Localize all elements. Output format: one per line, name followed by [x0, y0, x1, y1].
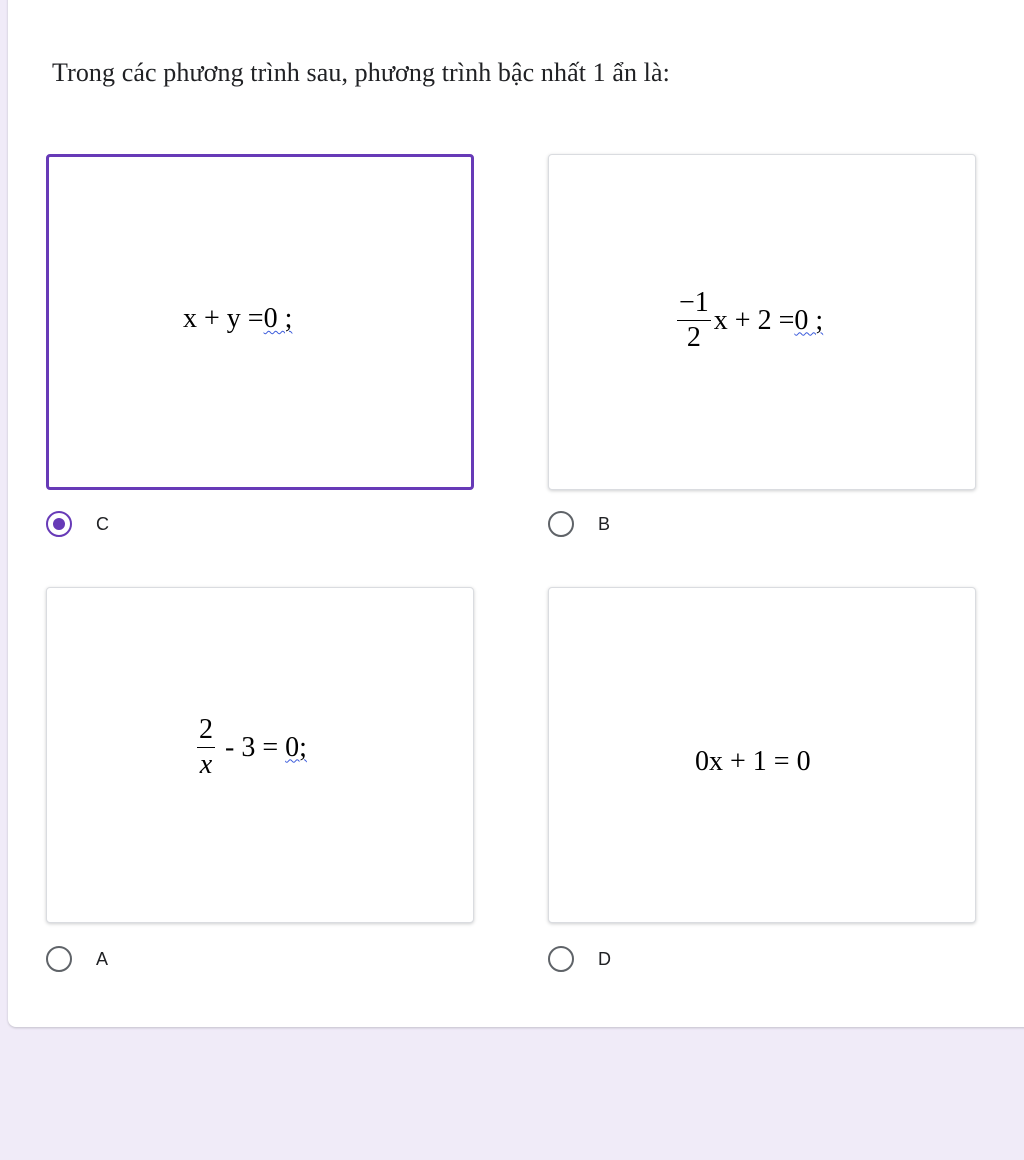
option-a-radio[interactable] [46, 946, 72, 972]
option-image-a[interactable] [46, 587, 474, 923]
option-c-equation [183, 303, 292, 335]
option-b-radio[interactable] [548, 511, 574, 537]
option-d-radio[interactable] [548, 946, 574, 972]
option-a-equation-text: - 3 = [218, 731, 286, 763]
option-a-equation-tail: 0; [285, 731, 307, 763]
option-b-equation-tail: 0 ; [794, 304, 824, 336]
option-b-equation [677, 289, 823, 352]
option-c-radio[interactable] [46, 511, 72, 537]
option-a-label: A [96, 948, 109, 969]
question-text: Trong các phương trình sau, phương trình bậc nhất 1 ẩn là: [52, 58, 670, 87]
option-a-fraction-denominator: x [199, 749, 213, 780]
option-c-radio-row[interactable] [46, 511, 109, 537]
option-a-fraction-numerator: 2 [197, 716, 215, 748]
option-b-fraction-denominator: 2 [686, 322, 701, 353]
option-c-equation-tail: 0 ; [263, 303, 293, 334]
option-b-equation-text: x + 2 = [713, 304, 795, 336]
option-d-radio-row[interactable] [548, 946, 611, 972]
option-b-fraction [677, 289, 711, 352]
option-image-d[interactable] [548, 587, 976, 923]
option-b-fraction-numerator: −1 [677, 289, 711, 321]
option-a-equation [197, 716, 307, 779]
option-d-equation [695, 746, 811, 778]
option-a-radio-row[interactable] [46, 946, 108, 972]
option-d-equation-text: 0x + 1 = 0 [695, 746, 811, 777]
option-d-label: D [598, 948, 611, 969]
option-b-radio-row[interactable] [548, 511, 610, 537]
option-c-label: C [96, 513, 109, 534]
option-a-fraction [197, 716, 215, 779]
option-c-equation-text: x + y = [183, 303, 264, 334]
option-b-label: B [598, 513, 611, 534]
option-image-c[interactable] [46, 154, 474, 490]
option-image-b[interactable] [548, 154, 976, 490]
